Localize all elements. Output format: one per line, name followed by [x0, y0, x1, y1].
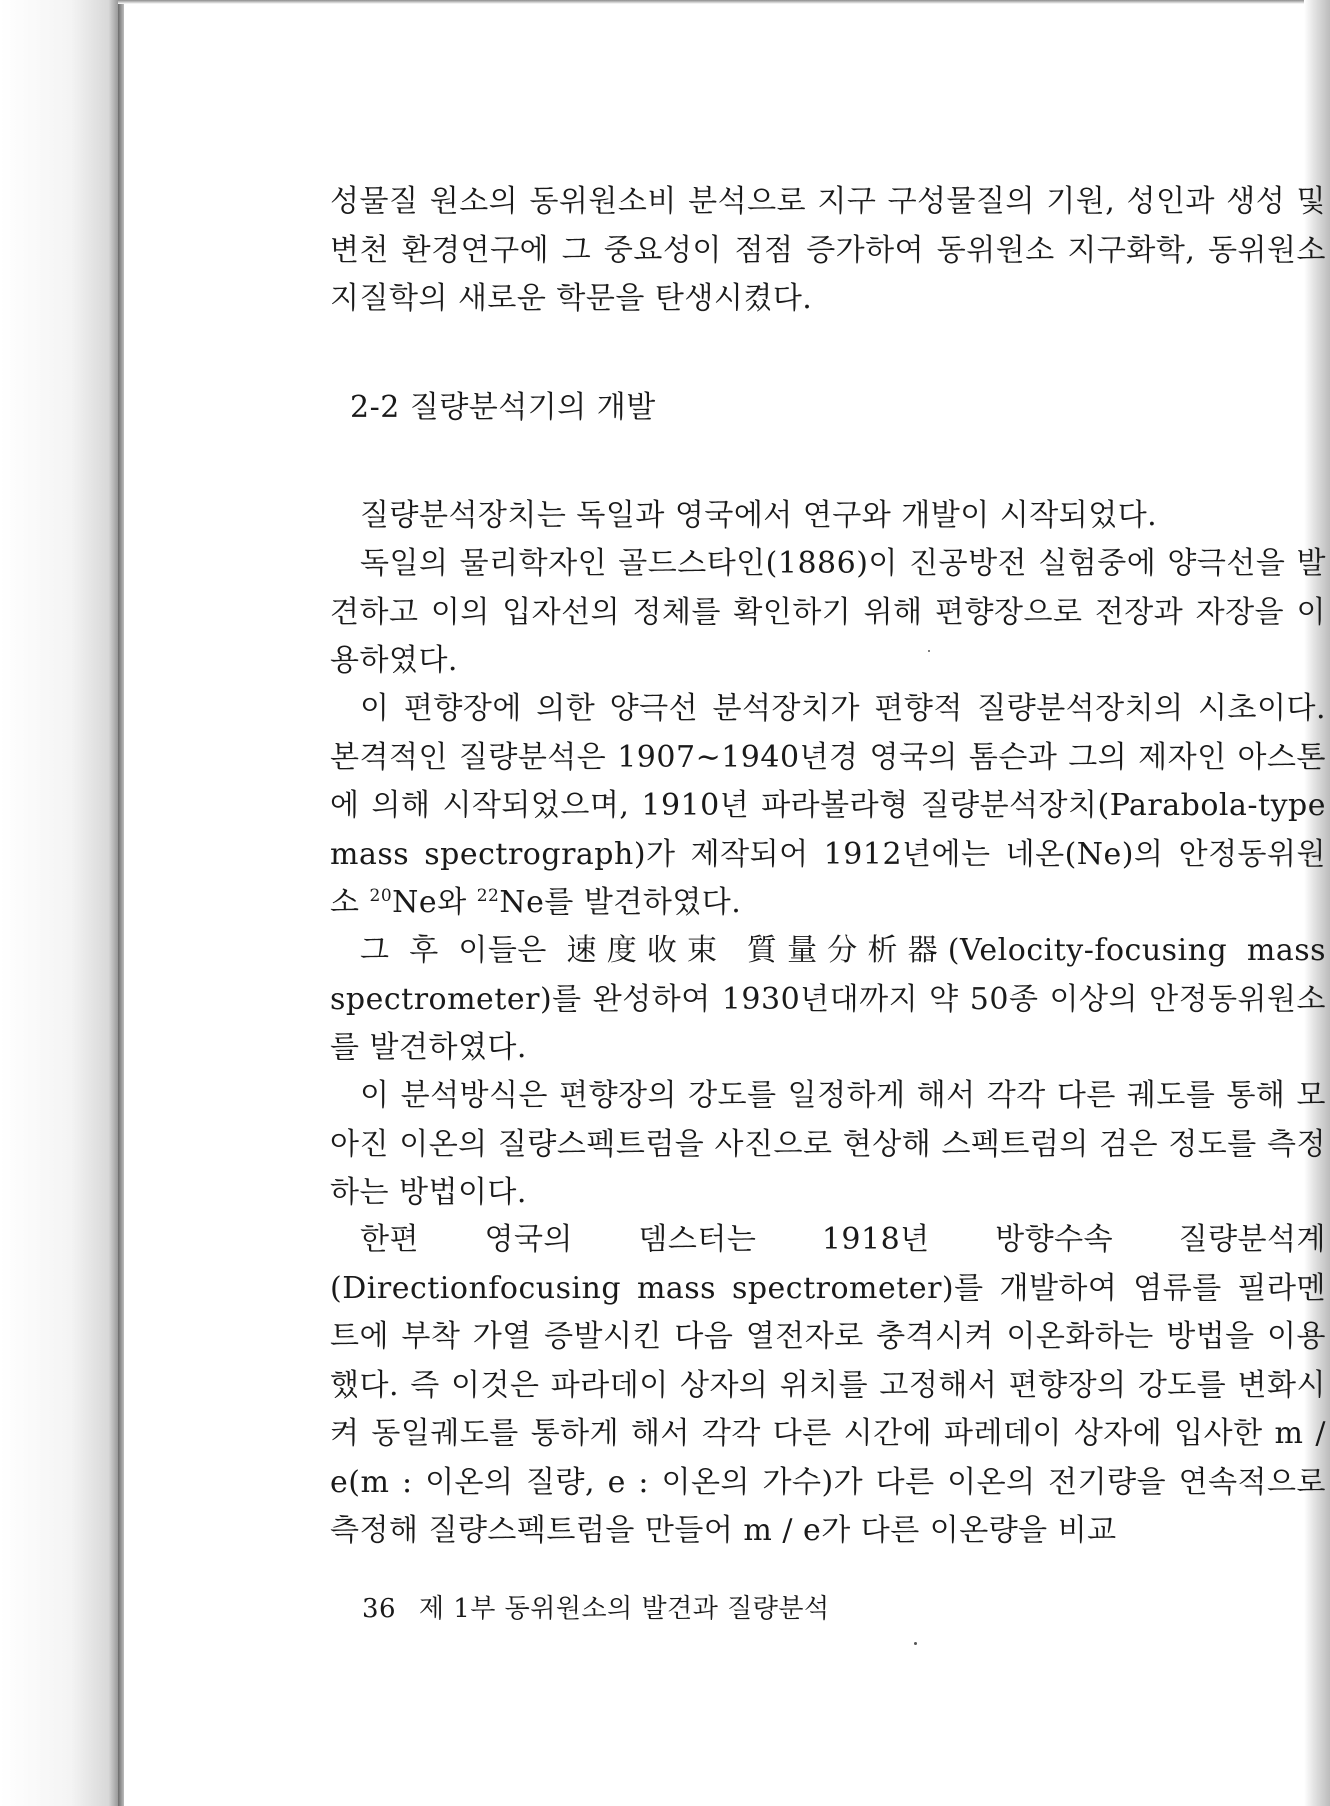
ne22-symbol: Ne	[499, 885, 545, 920]
paragraph-4: 그 후 이들은 速度收束 質量分析器(Velocity-focusing mass spectrometer)를 완성하여 1930년대까지 약 50종 이상의 안정동위원소를 발견하였다.	[330, 933, 1326, 1065]
paragraph-3	[330, 685, 1326, 928]
book-gutter-shadow	[0, 0, 118, 1806]
intro-paragraph: 성물질 원소의 동위원소비 분석으로 지구 구성물질의 기원, 성인과 생성 및 변천 환경연구에 그 중요성이 점점 증가하여 동위원소 지구화학, 동위원소 지질학의 새로운 학문을 탄생시켰다.	[330, 184, 1326, 316]
paragraph-1: 질량분석장치는 독일과 영국에서 연구와 개발이 시작되었다.	[360, 498, 1158, 533]
isotope-conjunction: 와	[437, 885, 467, 920]
page-footer	[362, 1592, 830, 1626]
page-number: 36	[362, 1594, 397, 1624]
paragraph-2: 독일의 물리학자인 골드스타인(1886)이 진공방전 실험중에 양극선을 발견하고 이의 입자선의 정체를 확인하기 위해 편향장으로 전장과 자장을 이용하였다.	[330, 546, 1326, 678]
paragraph-5: 이 분석방식은 편향장의 강도를 일정하게 해서 각각 다른 궤도를 통해 모아진 이온의 질량스펙트럼을 사진으로 현상해 스펙트럼의 검은 정도를 측정하는 방법이다.	[330, 1078, 1326, 1210]
paragraph-6: 한편 영국의 뎀스터는 1918년 방향수속 질량분석계(Directionfocusing mass spectrometer)를 개발하여 염류를 필라멘트에 부착 가열 증발시킨 다음 열전자로 충격시켜 이온화하는 방법을 이용했다. 즉 이것은 파라데이 상자의 위치를 고정해서 편향장의 강도를 변화시켜 동일궤도를 통하게 해서 각각 다른 시간에 파레데이 상자에 입사한 m / e(m : 이온의 질량, e : 이온의 가수)가 다른 이온의 전기량을 연속적으로 측정해 질량스펙트럼을 만들어 m / e가 다른 이온량을 비교	[330, 1222, 1326, 1548]
book-page	[124, 4, 1326, 1806]
section-heading: 2-2 질량분석기의 개발	[350, 390, 656, 425]
running-head: 제 1부 동위원소의 발견과 질량분석	[418, 1594, 830, 1624]
ne20-symbol: Ne	[392, 885, 438, 920]
isotope-sentence-ending: 를 발견하였다.	[544, 885, 742, 920]
paragraph-3-text: 이 편향장에 의한 양극선 분석장치가 편향적 질량분석장치의 시초이다. 본격적인 질량분석은 1907∼1940년경 영국의 톰슨과 그의 제자인 아스톤에 의해 시작되었으며, 1910년 파라볼라형 질량분석장치(Parabola-type mass spectrograph)가 제작되어 1912년에는 네온(Ne)의 안정동위원소	[330, 691, 1326, 920]
ne22-mass-number: 22	[476, 886, 500, 906]
scan-speck	[914, 1642, 917, 1645]
ne20-mass-number: 20	[369, 886, 393, 906]
scan-speck	[928, 650, 930, 652]
